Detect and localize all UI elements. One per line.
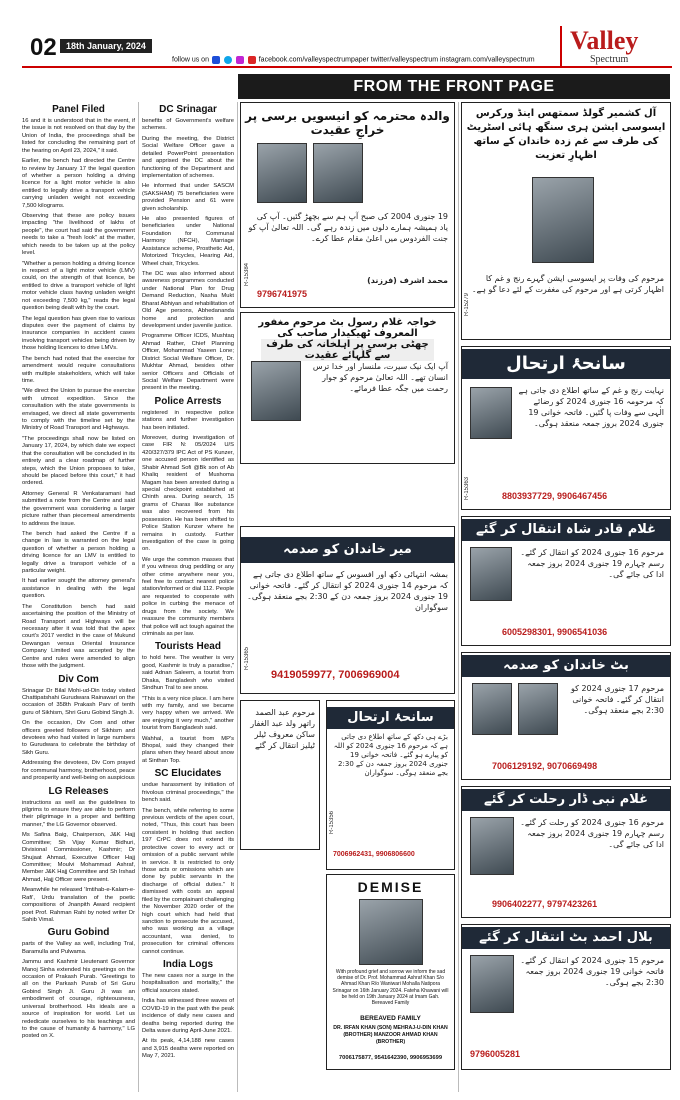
portrait-photo [257, 143, 307, 203]
ad-body: مرحوم 15 جنوری 2024 کو انتقال کر گئے۔ فاتحہ خوانی 19 جنوری 2024 بروز جمعہ 2:30 بجے ہوگی۔ [520, 956, 664, 987]
paragraph: At its peak, 4,14,188 new cases and 3,915 deaths were reported on May 7, 2021. [142, 1038, 234, 1060]
ad-title: خواجہ غلام رسول بٹ مرحوم مغفور المعروف ٹھیکیدار صاحب کی [258, 317, 437, 339]
facebook-icon[interactable] [212, 56, 220, 64]
ad-title: غلام قادر شاہ انتقال کر گئے [462, 519, 670, 541]
issue-date: 18th January, 2024 [60, 39, 152, 53]
social-links[interactable]: facebook.com/valleyspectrumpaper twitter/valleyspectrum instagram.com/valleyspectrum [258, 56, 535, 64]
brand-subtitle: Spectrum [590, 54, 629, 65]
ad-phone: 8803937729, 9906467456 [502, 491, 608, 501]
ad-sanha-irtihal [461, 346, 671, 510]
paragraph: The DC was also informed about awareness programmes conducted under National Plan for Drug Demand Reduction, Nasha Mukt Bharat Abhiyan and rehabilitation of Old Age persons, Abhedananda home and protection and development under juvenile justice. [142, 271, 234, 329]
ad-anniversary [240, 312, 455, 464]
portrait-photo [359, 899, 423, 965]
news-column-1 [22, 102, 135, 1044]
ad-phone: 6005298301, 9906541036 [502, 627, 608, 637]
social-follow-row [172, 56, 535, 64]
portrait-photo [518, 683, 558, 735]
paragraph: The bench had asked the Centre if a change in law is warranted on the legal question of whether a person holding a driving licence for an LMV is entitled to legally drive a transport vehicle of a particular weight. [22, 530, 135, 575]
ad-body: مرحوم عبد الصمد راتھر ولد عبد الغفار ساکن معروف ٹیلر ٹیلیز انتقال کر گئے [250, 708, 315, 750]
ad-ref-id: R-15356 [329, 811, 335, 835]
ad-body: مرحوم 16 جنوری 2024 کو رحلت کر گئے۔ رسم چہارم 19 جنوری 2024 بروز جمعہ ادا کی جائے گی۔ [520, 818, 664, 849]
paragraph: Moreover, during investigation of case FIR N: 05/2024 U/S 420/327/379 IPC Act of PS Kunzer, one accused person identified as Shabir Ahmad Sofi @Bk son of Ab Khaliq resident of Mushoma Magam has been arrested during a special checkpoint established at Chinth area. During search, 15 grams of Charas like substance was also recovered from his possession. He has been shifted to Police Station Kunzer where he remains in custody. Further investigation of the case is going on. [142, 435, 234, 553]
ad-condolence [326, 700, 455, 870]
portrait-photo [532, 177, 594, 263]
paragraph: The legal question has given rise to various disputes over the payment of claims by insurance companies in accident cases involving transport vehicles being driven by those holding licences to drive LMVs. [22, 315, 135, 352]
header-divider [22, 66, 672, 68]
paragraph: "This is a very nice place. I am here with my family, and we became very happy when we arrived. We are enjoying it very much," another tourist from Bangladesh said. [142, 695, 234, 732]
ad-body: آپ ایک نیک سیرت، ملنسار اور خدا ترس انسان تھے۔ اللہ تعالیٰ مرحوم کو جوار رحمت میں جگہ عطا فرمائے۔ [312, 362, 448, 393]
section-banner: FROM THE FRONT PAGE [238, 74, 670, 99]
instagram-icon[interactable] [236, 56, 244, 64]
ad-bilal-ahmad-bat [461, 924, 671, 1070]
paragraph: He also presented figures of beneficiaries under National Foundation for Communal Harmony (NFCH), Marriage Assistance scheme, Prosthetic Aid, Motorized Tricycles, Hearing Aid, Wheel chair, Tricycles. [142, 216, 234, 267]
ad-body: 19 جنوری 2004 کی صبح آپ ہم سے بچھڑ گئیں۔ آپ کی یاد ہمیشہ ہمارے دلوں میں زندہ رہے گی۔ اللہ تعالیٰ آپ کو جنت الفردوس میں اعلیٰ مقام عطا کرے۔ [248, 212, 448, 243]
portrait-photo [470, 817, 514, 875]
ad-body: بڑے ہی دکھ کے ساتھ اطلاع دی جاتی ہے کہ مرحوم 16 جنوری 2024 کو اللہ کو پیارے ہو گئے۔ فاتحہ خوانی 19 جنوری 2024 بروز جمعہ دن کے 2:30 بجے منعقد ہوگی۔ سوگواران [333, 733, 448, 777]
headline-panel-filed: Panel Filed [52, 104, 105, 115]
paragraph: to hold here. The weather is very good, Kashmir is truly a paradise," said Adnan Saleem, a tourist from Dhaka, Bangladesh who visited Sindhun Tral to see snow. [142, 655, 234, 692]
paragraph: India has witnessed three waves of COVID-19 in the past with the peak incidence of daily new cases and deaths being reported during the Delta wave during April-June 2021. [142, 998, 234, 1034]
headline-guru-gobind: Guru Gobind [47, 927, 110, 939]
paragraph: It had earlier sought the attorney general's assistance in dealing with the legal question. [22, 578, 135, 600]
ad-title: سانحۂ ارتحال [462, 349, 670, 379]
headline-sc-elucidates: SC Elucidates [154, 768, 222, 780]
ad-ref-id: R-15363 [464, 477, 470, 501]
portrait-photo [251, 361, 301, 421]
paragraph: Attorney General R Venkataramani had submitted a note from the Centre and said the government was considering a larger picture rather than piecemeal amendments to address the issue. [22, 490, 135, 527]
headline-lg-releases: LG Releases [48, 785, 109, 797]
paragraph: instructions as well as the guidelines to pilgrims to ensure they are able to perform their pilgrimage in a proper and befitting manner," the LG Governor observed. [22, 799, 135, 828]
paragraph: Programme Officer ICDS, Mushtaq Ahmad Rather, Chief Planning Officer, Mohammad Yaseen Lone; District Social Welfare Officer, Dr. Mukhtar Ahmad, besides other senior Officers and Officials of Social Welfare Department were present in the meeting. [142, 333, 234, 392]
ad-body: مرحوم 17 جنوری 2024 کو انتقال کر گئے۔ فاتحہ خوانی 2:30 بجے منعقد ہوگی۔ [570, 684, 664, 715]
paragraph: The bench, while referring to some previous verdicts of the apex court, noted, "Thus, this court has been consistent in holding that section 197 CrPC does not extend its protective cover to every act or omission of a public servant while in service. It is restricted to only those acts or omissions which are done by public servants in the discharge of official duties." It dismissed with costs an appeal filed by the complainant challenging the November 2020 order of the high court which had held that sanction to prosecute the accused, who was working as a village accountant, was denied, to prosecution for criminal offences cannot continue. [142, 807, 234, 955]
portrait-photo [470, 387, 512, 439]
ad-title: والدہ محترمہ کو انیسویں برسی پر خراجِ عقیدت [245, 109, 450, 137]
portrait-photo [470, 547, 512, 601]
youtube-icon[interactable] [248, 56, 256, 64]
ad-body: بمشہ انتہائی دکھ اور افسوس کے ساتھ اطلاع دی جاتی ہے کہ مرحوم 14 جنوری 2024 کو انتقال کر گئے۔ فاتحہ خوانی 19 جنوری 2024 بروز جمعہ دن کے 2:30 بجے منعقد ہوگی۔ سوگواران [247, 570, 448, 612]
ad-title: DEMISE [357, 879, 424, 895]
ad-ref-id: R-15279 [464, 293, 470, 317]
ad-demise [326, 874, 455, 1070]
ad-title: میر خاندان کو صدمہ [241, 537, 454, 563]
page-header [0, 0, 680, 72]
column-divider [138, 102, 139, 1092]
paragraph: "The proceedings shall now be listed on January 17, 2024, by which date we expect that the consultation will be concluded in its entirety and a clear roadmap of further steps, which the Union proposes to take, should be placed before this court," it had ordered. [22, 435, 135, 487]
ad-title: غلام نبی ڈار رحلت کر گئے [462, 789, 670, 811]
ad-ghulam-qadir-shah [461, 516, 671, 646]
paragraph: Jammu and Kashmir Lieutenant Governor Manoj Sinha extended his greetings on the occasion of Prakash Purab. "Greetings to all on the Parkash Purab of Sri Guru Gobind Singh Ji. Guru Ji was an embodiment of courage, righteousness, universal brotherhood. His ideals are a source of inspiration for world. Let us rededicate ourselves to his teachings and to the cause of humanity & harmony," LG posted on X. [22, 959, 135, 1040]
paragraph: He informed that under SASCM (SAKSHAM) 75 beneficiaries were provided Pension and 61 were given scholarship. [142, 183, 234, 212]
ad-phone: 9796741975 [257, 289, 308, 299]
paragraph: The bench had noted that the exercise for amendment would require consultations with multiple stakeholders, which will take time. [22, 355, 135, 384]
paragraph: benefits of Government's welfare schemes. [142, 118, 234, 132]
ad-ref-id: R-15384 [244, 263, 250, 287]
column-divider [237, 102, 238, 1092]
ad-family: BEREAVED FAMILY [360, 1015, 421, 1022]
ad-body: مرحوم کی وفات پر ایسوسی ایشن گہرے رنج و غم کا اظہار کرتی ہے اور مرحوم کی مغفرت کے لئے دعا گو ہے۔ [471, 274, 664, 294]
ad-title: بٹ خاندان کو صدمہ [462, 655, 670, 677]
paragraph: "Whether a person holding a driving licence in respect of a light motor vehicle (LMV) could, on the strength of that licence, be entitled to drive a transport vehicle of light motor vehicle class having unladen weight not exceeding 7,500 kg," reads the legal question being dealt with by the court. [22, 260, 135, 312]
headline-india-logs: India Logs [163, 959, 213, 971]
headline-police-arrests: Police Arrests [154, 395, 222, 407]
headline-dc-srinagar: DC Srinagar [159, 104, 217, 115]
headline-tourists-head: Tourists Head [155, 641, 221, 653]
follow-label: follow us on [172, 56, 209, 64]
paragraph: undue harassment by initiation of frivolous criminal proceedings," the bench said. [142, 782, 234, 804]
ad-ref-id: R-15365 [244, 647, 250, 671]
ad-phone: 7006129192, 9070669498 [492, 761, 598, 771]
ad-bat-family [461, 652, 671, 780]
brand-name: Valley [570, 26, 639, 55]
ad-phone: 9419059977, 7006969004 [271, 669, 400, 681]
paragraph: The new cases nor a surge in the hospitalisation and mortality," the official sources stated. [142, 973, 234, 994]
ad-body: نہایت رنج و غم کے ساتھ اطلاع دی جاتی ہے کہ مرحومہ 16 جنوری 2024 کو رضائے الٰہی سے وفات پا گئیں۔ فاتحہ خوانی 19 جنوری 2024 بروز جمعہ منعقد ہوگی۔ [518, 386, 664, 428]
paragraph: Addressing the devotees, Div Com prayed for communal harmony, brotherhood, peace and prosperity and well-being on auspicious [22, 760, 135, 782]
paragraph: On the occasion, Div Com and other officers greeted followers of Sikhism and devotees who had visited in large numbers to Gurudwara to celebrate the birthday of Sikh Guru. [22, 720, 135, 756]
twitter-icon[interactable] [224, 56, 232, 64]
paragraph: Wahhal, a tourist from MP's Bhopal, said they changed their plans when they heard about snow at Sinthan Top. [142, 735, 234, 764]
paragraph: Observing that these are policy issues impacting "the livelihood of lakhs of people", the court had said the government needs to take a "fresh look" at the matter, which needs to be taken up at the policy level. [22, 213, 135, 257]
ad-subtitle: چھٹی برسی پر اہلخانہ کی طرف سے گلہائے عقیدت [261, 339, 434, 361]
paragraph: Ms Safina Baig, Chairperson, J&K Hajj Committee; Sh Vijay Kumar Bidhuri, Divisional Commissioner, Kashmir; Dr Shujaat Ahmad, Executive Officer Hajj Committee; Moulvi Mohammad Ashraf, Member J&K Hajj Committee and Sh Irshad Ahmad, Hajj Officer were present. [22, 832, 135, 883]
portrait-photo [313, 143, 363, 203]
ad-mir-family [240, 526, 455, 694]
paragraph: parts of the Valley as well, including Tral, Baramulla and Pulwama. [22, 941, 135, 955]
paragraph: "We direct the Union to pursue the exercise with utmost expedition. Since the consultation with the state governments is envisaged, we direct all state governments to comply with the timeline set by the Ministry of Road Transport and Highways. [22, 388, 135, 432]
ad-side-notice [240, 700, 320, 850]
ad-association-condolence [461, 102, 671, 340]
page-number: 02 [30, 34, 57, 61]
paragraph: 16 and it is understood that in the event, if the issue is not resolved on that day by the Union of India, the proceedings shall be listed for concluding the remaining part of the hearing on April 23, 2024," it said. [22, 118, 135, 154]
headline-div-com: Div Com [58, 673, 99, 685]
paragraph: registered in respective police stations and further investigation has been initiated. [142, 409, 234, 431]
column-divider [458, 102, 459, 1092]
ad-ghulam-nabi-dar [461, 786, 671, 918]
paragraph: The Constitution bench had said ascertaining the position of the Ministry of Road Transport and Highways will be necessary after it was told that the apex court's 2017 verdict in the case of Mukund Dewangan versus Oriental Insurance Company Limited was accepted by the Centre and rules were amended to align those with the judgment. [22, 603, 135, 670]
masthead-logo [560, 26, 670, 68]
ad-title: آل کشمیر گولڈ سمتھس اینڈ ورکرس ایسوسی ایشن ہری سنگھ ہائی اسٹریٹ کی طرف سے غم زدہ خاندان کے ساتھ اظہارِ تعزیت [466, 108, 666, 161]
ad-names: DR. IRFAN KHAN (SON) MEHRAJ-U-DIN KHAN (BROTHER) MANZOOR AHMAD KHAN (BROTHER) [333, 1025, 448, 1045]
ad-phone: 9906402277, 9797423261 [492, 899, 598, 909]
ad-signature: محمد اشرف (فرزند) [367, 276, 448, 285]
paragraph: We urge the common masses that if you witness drug peddling or any other crime anywhere near you, feel free to contact nearest police station/informed or dial 112. People are requested to cooperate with police in curbing the menace of drugs from the society. We reassure the community members that police will act tough against the criminals as per law. [142, 556, 234, 637]
paragraph: Srinagar Dr Bilal Mohi-ud-Din today visited Chattipatshahi Gurudwara Rainawari on the occasion of 358th Prakash Parv of tenth guru of Sikhism, Shri Guru Gobind Singh Ji. [22, 687, 135, 716]
portrait-photo [470, 955, 514, 1013]
ad-phone: 7006175877, 9541642390, 9906953699 [338, 1055, 443, 1061]
ad-body: مرحوم 16 جنوری 2024 کو انتقال کر گئے۔ رسم چہارم 19 جنوری 2024 بروز جمعہ ادا کی جائے گی۔ [520, 548, 664, 579]
ad-title: بلال احمد بٹ انتقال کر گئے [462, 927, 670, 949]
paragraph: Earlier, the bench had directed the Centre to review by January 17 the legal question of whether a person holding a driving licence for a light motor vehicle is also entitled to legally drive a transport vehicle carrying unladen weight not exceeding 7,500 kilograms. [22, 158, 135, 209]
ad-phone: 9796005281 [470, 1049, 521, 1059]
paragraph: Meanwhile he released 'Imtihab-e-Kalam-e-Rafi', Urdu translation of the poetic compositions of Jnanpith Award recipient poet Prof. Rahman Rahi by noted writer Dr Sahib Vimal. [22, 887, 135, 923]
ad-phone: 7006962431, 9906806600 [333, 851, 415, 858]
ad-body: With profound grief and sorrow we inform the sad demise of Dr. Prof. Mohammad Ashraf Khan S/o Ahmad Khan R/o Waniwari Mohalla Natipora Srinagar on 16th January 2024. Fateha Khawani will be held on 19th January 2024 at Imam Gah. Bereaved Family [332, 969, 449, 1007]
paragraph: During the meeting, the District Social Welfare Officer gave a detailed PowerPoint presentation and apprised the DC about the functioning of the Department and implementation of schemes. [142, 135, 234, 179]
ad-title: سانحۂ ارتحال [327, 707, 454, 729]
ad-tribute-mother [240, 102, 455, 308]
news-column-2 [142, 102, 234, 1064]
portrait-photo [472, 683, 512, 735]
